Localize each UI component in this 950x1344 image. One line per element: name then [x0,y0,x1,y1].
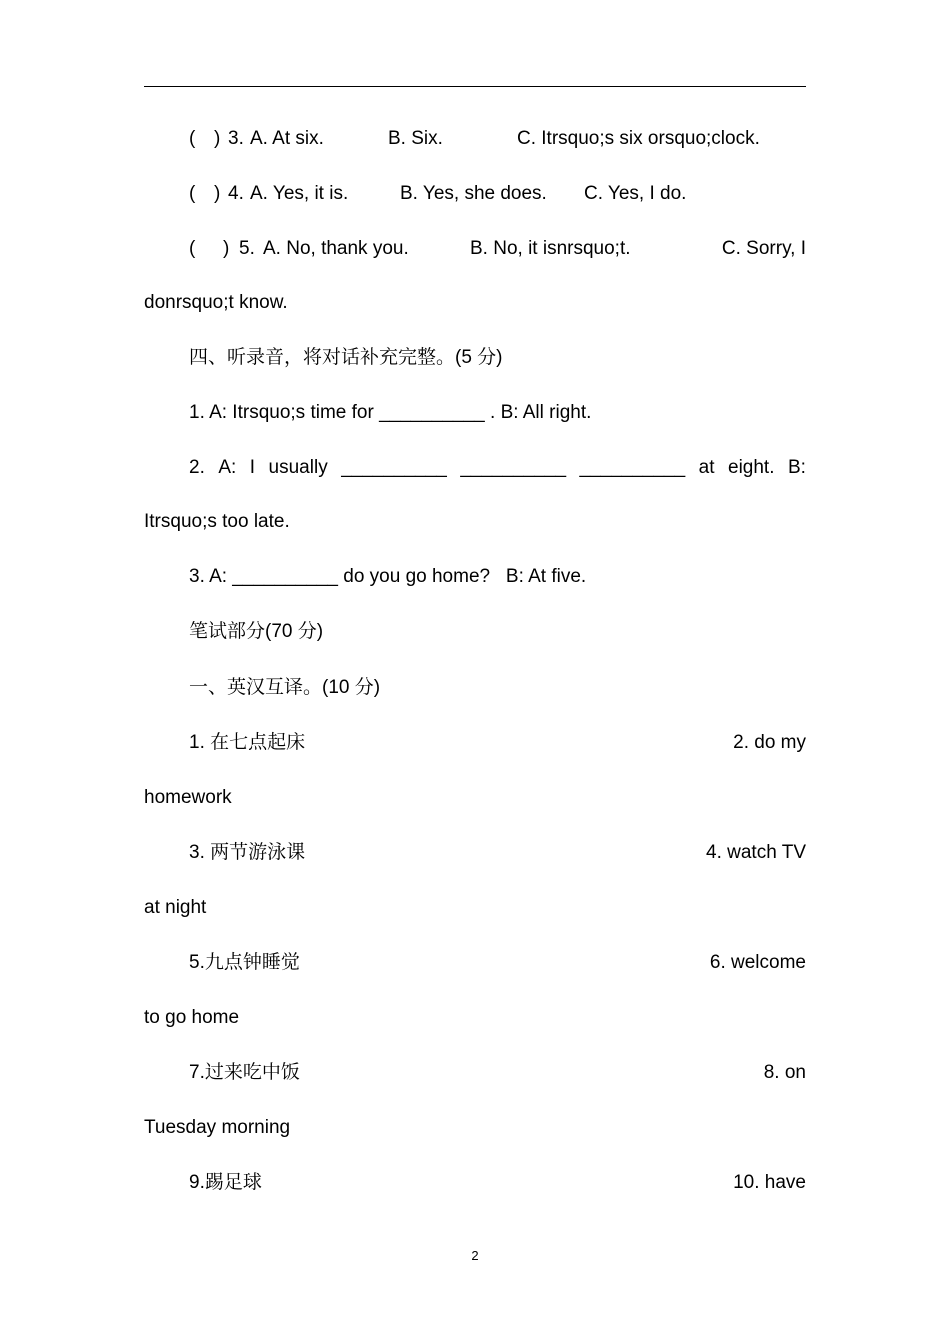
item-left: 7.过来吃中饭 [189,1062,300,1083]
translation-row-1 [144,731,806,755]
section-1-title: 一、英汉互译。(10 分) [189,677,381,698]
dialog-2 [144,456,806,480]
translation-row-2-continuation: at night [144,897,207,918]
item-right: 8. on [763,1062,806,1083]
translation-row-4 [144,1061,806,1085]
dialog-2-word: at [698,457,715,478]
dialog-2-blank: __________ [460,457,567,478]
page-number: 2 [471,1248,479,1263]
item-right: 6. welcome [709,952,806,973]
option-c: C. Itrsquo;s six orsquo;clock. [517,128,760,149]
translation-row-2 [144,841,806,865]
option-c: C. Yes, I do. [584,183,687,204]
translation-row-5 [144,1171,806,1195]
option-a: A. Yes, it is. [250,183,349,204]
item-left: 3. 两节游泳课 [189,842,306,863]
dialog-2-word: 2. [189,457,205,478]
option-c: C. Sorry, I [721,238,806,259]
dialog-3: 3. A: __________ do you go home? B: At five. [189,566,587,587]
answer-paren-close: ) [214,183,221,204]
option-b: B. Yes, she does. [400,183,547,204]
dialog-2-word: I [249,457,256,478]
answer-paren-close: ) [214,128,221,149]
dialog-2-word: usually [268,457,328,478]
answer-paren-close: ) [223,238,230,259]
item-right: 4. watch TV [706,842,806,863]
header-rule [144,86,806,87]
answer-paren-open: ( [189,128,196,149]
dialog-2-blank: __________ [341,457,447,478]
section-4-title: 四、听录音，将对话补充完整。(5 分) [189,347,503,368]
question-5-continuation: donrsquo;t know. [144,292,288,313]
question-number: 5. [239,238,255,259]
dialog-1: 1. A: Itrsquo;s time for __________ . B: All right. [189,402,592,423]
answer-paren-open: ( [189,183,196,204]
dialog-2-word: B: [787,457,806,478]
option-a: A. No, thank you. [263,238,409,259]
translation-row-4-continuation: Tuesday morning [144,1117,291,1138]
item-left: 1. 在七点起床 [189,732,306,753]
option-b: B. No, it isnrsquo;t. [470,238,631,259]
translation-row-3-continuation: to go home [144,1007,240,1028]
option-b: B. Six. [388,128,443,149]
translation-row-1-continuation: homework [144,787,232,808]
question-number: 3. [228,128,244,149]
dialog-2-word: eight. [728,457,775,478]
written-part-title: 笔试部分(70 分) [189,621,324,642]
answer-paren-open: ( [189,238,196,259]
item-right: 10. have [733,1172,806,1193]
item-left: 9.踢足球 [189,1172,262,1193]
item-right: 2. do my [733,732,806,753]
option-a: A. At six. [250,128,324,149]
dialog-2-continuation: Itrsquo;s too late. [144,511,290,532]
item-left: 5.九点钟睡觉 [189,952,300,973]
dialog-2-word: A: [218,457,237,478]
question-number: 4. [228,183,244,204]
dialog-2-blank: __________ [579,457,686,478]
translation-row-3 [144,951,806,975]
